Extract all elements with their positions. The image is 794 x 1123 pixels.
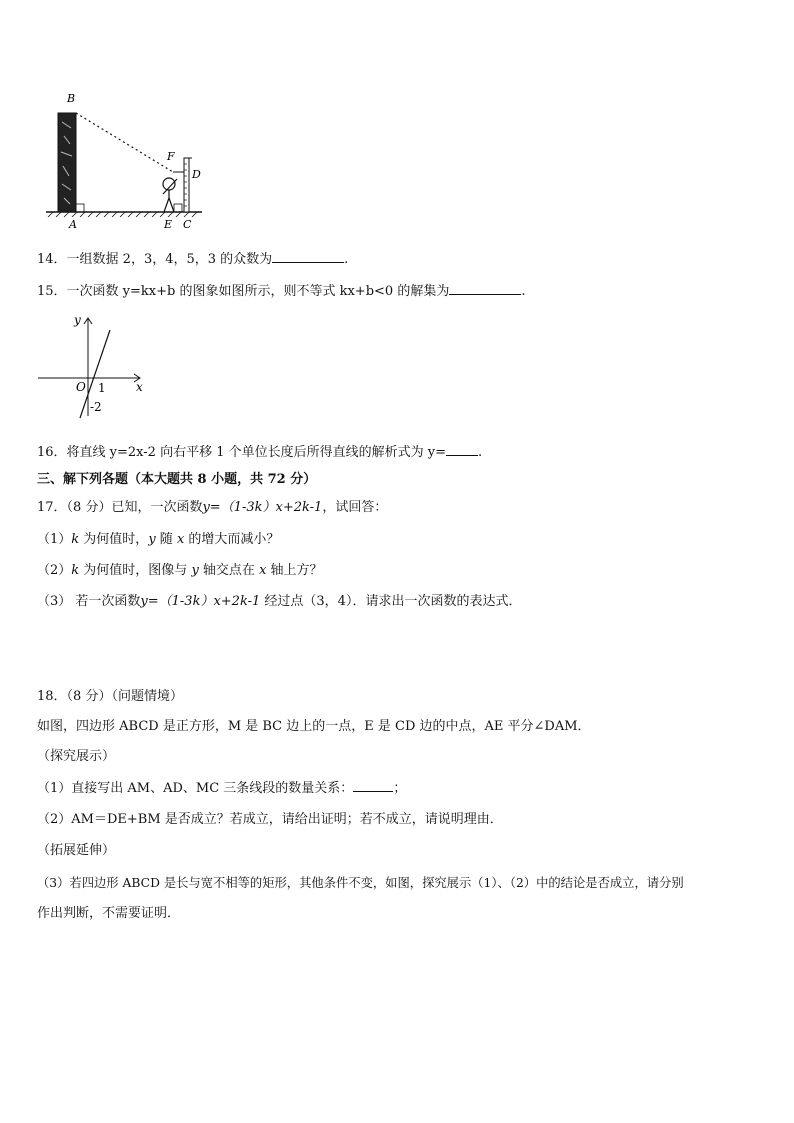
q17-p2-x: x xyxy=(259,563,267,578)
right-angle-A xyxy=(76,204,84,212)
question-18-line-1: 如图，四边形 ABCD 是正方形，M 是 BC 边上的一点，E 是 CD 边的中点，AE 平分∠DAM． xyxy=(37,719,591,734)
answer-blank-15 xyxy=(449,282,521,295)
label-C: C xyxy=(183,218,192,231)
q17-p2-k: k xyxy=(71,563,80,578)
right-angle-E xyxy=(174,204,182,212)
q17-p3-text-b: 经过点（3，4）．请求出一次函数的表达式． xyxy=(260,594,522,609)
q17-p1-y: y xyxy=(148,532,156,547)
question-15-end: . xyxy=(521,284,526,299)
q17-p2-text-c: 轴上方？ xyxy=(266,563,323,578)
q17-p1-text-a: 为何值时， xyxy=(79,532,149,547)
q17-function: y=（1-3k）x+2k-1 xyxy=(202,500,323,515)
question-16-end: . xyxy=(478,445,483,460)
label-D: D xyxy=(192,168,201,181)
q17-stem-text: 17．（8 分）已知，一次函数 xyxy=(37,500,203,515)
q17-p1-num: （1） xyxy=(37,532,72,547)
q17-p1-text-b: 随 xyxy=(155,532,177,547)
section-3-title: 三、解下列各题（本大题共 8 小题，共 72 分） xyxy=(37,472,317,487)
q17-stem-end: ，试回答： xyxy=(322,500,388,515)
building xyxy=(58,113,76,212)
question-18-part-3-line-1: （3）若四边形 ABCD 是长与宽不相等的矩形，其他条件不变，如图，探究展示（1）、（2）中的结论是否成立，请分别 xyxy=(37,876,684,890)
question-17-part-2 xyxy=(37,562,323,580)
question-15-text: 15．一次函数 y=kx+b 的图象如图所示，则不等式 kx+b<0 的解集为 xyxy=(37,284,450,299)
question-14-end: . xyxy=(344,252,349,267)
pole xyxy=(184,158,189,212)
label-A: A xyxy=(69,218,77,231)
q17-p2-num: （2） xyxy=(37,563,72,578)
q17-p1-x: x xyxy=(176,532,185,547)
question-16 xyxy=(37,443,482,462)
q17-p3-function: y=（1-3k）x+2k-1 xyxy=(140,594,261,609)
q17-p1-k: k xyxy=(71,532,80,547)
x-intercept-label: 1 xyxy=(98,381,106,395)
q18-p1-text: （1）直接写出 AM、AD、MC 三条线段的数量关系： xyxy=(37,781,354,796)
sight-line xyxy=(76,113,173,172)
label-F: F xyxy=(167,150,175,163)
label-E: E xyxy=(164,218,173,231)
question-17-part-1 xyxy=(37,531,279,549)
q17-p2-text-a: 为何值时，图像与 xyxy=(79,563,192,578)
question-17-part-3 xyxy=(37,593,521,611)
person xyxy=(163,178,177,212)
question-14 xyxy=(37,250,348,269)
answer-blank-18-1 xyxy=(353,779,393,792)
q17-p2-y: y xyxy=(191,563,199,578)
origin-label: O xyxy=(76,380,86,394)
question-18-part-1 xyxy=(37,779,406,798)
question-17-stem xyxy=(37,499,387,517)
answer-blank-16 xyxy=(446,443,478,456)
label-B: B xyxy=(67,92,76,105)
question-16-text: 16．将直线 y=2x-2 向右平移 1 个单位长度后所得直线的解析式为 y= xyxy=(37,445,446,460)
y-axis-label: y xyxy=(74,313,81,327)
q18-p1-end: ； xyxy=(393,781,407,796)
building-shadow-figure xyxy=(40,86,210,232)
question-18-explore-heading: （探究展示） xyxy=(37,749,116,764)
question-18-part-2: （2）AM＝DE+BM 是否成立？若成立，请给出证明；若不成立，请说明理由． xyxy=(37,812,503,827)
question-18-extend-heading: （拓展延伸） xyxy=(37,843,116,858)
y-intercept-label: -2 xyxy=(90,400,102,414)
q17-p2-text-b: 轴交点在 xyxy=(198,563,260,578)
q17-p1-text-c: 的增大而减小？ xyxy=(184,532,280,547)
linear-function-graph xyxy=(36,312,152,422)
question-14-text: 14．一组数据 2，3，4，5，3 的众数为 xyxy=(37,252,273,267)
question-18-part-3-line-2: 作出判断，不需要证明． xyxy=(37,906,181,921)
q17-p3-text-a: （3） 若一次函数 xyxy=(37,594,141,609)
question-18-head: 18．（8 分）（问题情境） xyxy=(37,689,183,704)
answer-blank-14 xyxy=(272,250,344,263)
x-axis-label: x xyxy=(136,380,143,394)
question-15 xyxy=(37,282,525,301)
